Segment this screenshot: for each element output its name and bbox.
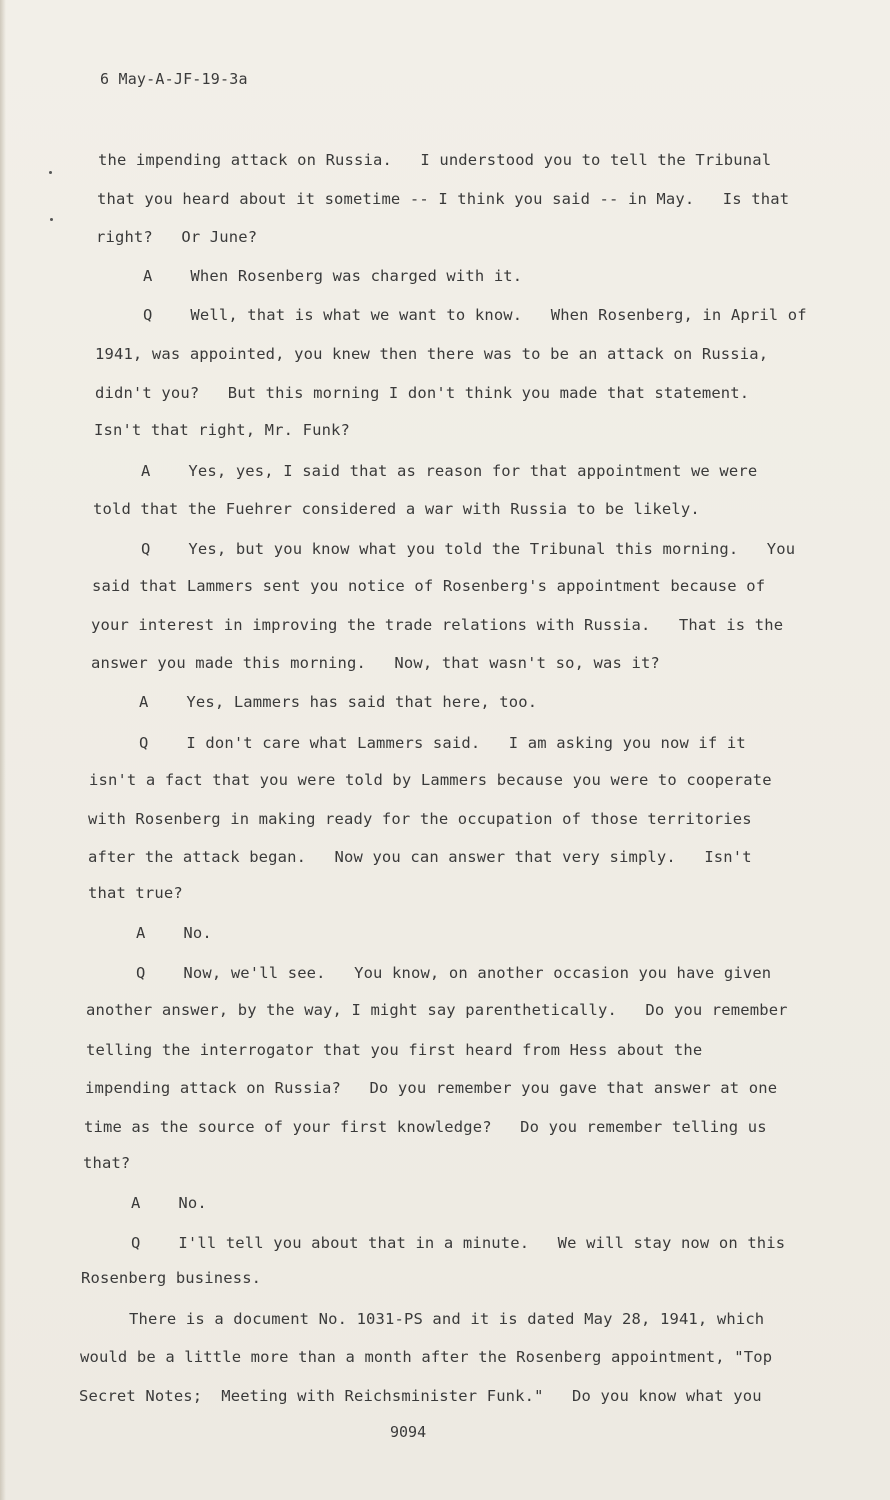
text-line: time as the source of your first knowledge? Do you remember telling us (84, 1118, 767, 1136)
text-line: told that the Fuehrer considered a war with Russia to be likely. (93, 500, 700, 518)
text-line: with Rosenberg in making ready for the occupation of those territories (88, 810, 752, 828)
text-line: isn't a fact that you were told by Lammers because you were to cooperate (89, 771, 772, 789)
text-line: 1941, was appointed, you knew then there was to be an attack on Russia, (95, 345, 769, 363)
text-line: after the attack began. Now you can answer that very simply. Isn't (88, 848, 752, 866)
answer-line: A Yes, yes, I said that as reason for that appointment we were (141, 462, 758, 480)
answer-line: A No. (131, 1194, 207, 1212)
text-line: didn't you? But this morning I don't think you made that statement. (95, 384, 750, 402)
text-line: that true? (88, 884, 183, 902)
text-line: answer you made this morning. Now, that wasn't so, was it? (91, 654, 660, 672)
text-line: Isn't that right, Mr. Funk? (94, 421, 351, 439)
document-header-id: 6 May-A-JF-19-3a (100, 70, 248, 88)
paragraph-start-line: There is a document No. 1031-PS and it is dated May 28, 1941, which (129, 1310, 765, 1328)
answer-line: A When Rosenberg was charged with it. (143, 267, 523, 285)
page-edge-shadow (0, 0, 6, 1500)
text-line: would be a little more than a month after the Rosenberg appointment, "Top (80, 1348, 773, 1366)
text-line: your interest in improving the trade relations with Russia. That is the (91, 616, 784, 634)
text-line: impending attack on Russia? Do you remember you gave that answer at one (85, 1079, 778, 1097)
text-line: that you heard about it sometime -- I think you said -- in May. Is that (97, 190, 790, 208)
text-line: that? (83, 1154, 131, 1172)
question-line: Q Now, we'll see. You know, on another occasion you have given (136, 964, 772, 982)
question-line: Q I don't care what Lammers said. I am asking you now if it (139, 734, 746, 752)
text-line: another answer, by the way, I might say parenthetically. Do you remember (86, 1001, 788, 1019)
text-line: right? Or June? (96, 228, 258, 246)
margin-mark (49, 171, 52, 174)
answer-line: A Yes, Lammers has said that here, too. (139, 693, 538, 711)
text-line: telling the interrogator that you first heard from Hess about the (86, 1041, 703, 1059)
question-line: Q Yes, but you know what you told the Tribunal this morning. You (141, 540, 796, 558)
margin-mark (50, 218, 53, 221)
text-line: Rosenberg business. (81, 1269, 262, 1287)
text-line: said that Lammers sent you notice of Rosenberg's appointment because of (92, 577, 766, 595)
page-number: 9094 (390, 1423, 427, 1441)
text-line: Secret Notes; Meeting with Reichsminister Funk." Do you know what you (79, 1387, 762, 1405)
question-line: Q I'll tell you about that in a minute. We will stay now on this (131, 1234, 786, 1252)
question-line: Q Well, that is what we want to know. When Rosenberg, in April of (143, 306, 807, 324)
text-line: the impending attack on Russia. I understood you to tell the Tribunal (98, 151, 772, 169)
answer-line: A No. (136, 924, 212, 942)
